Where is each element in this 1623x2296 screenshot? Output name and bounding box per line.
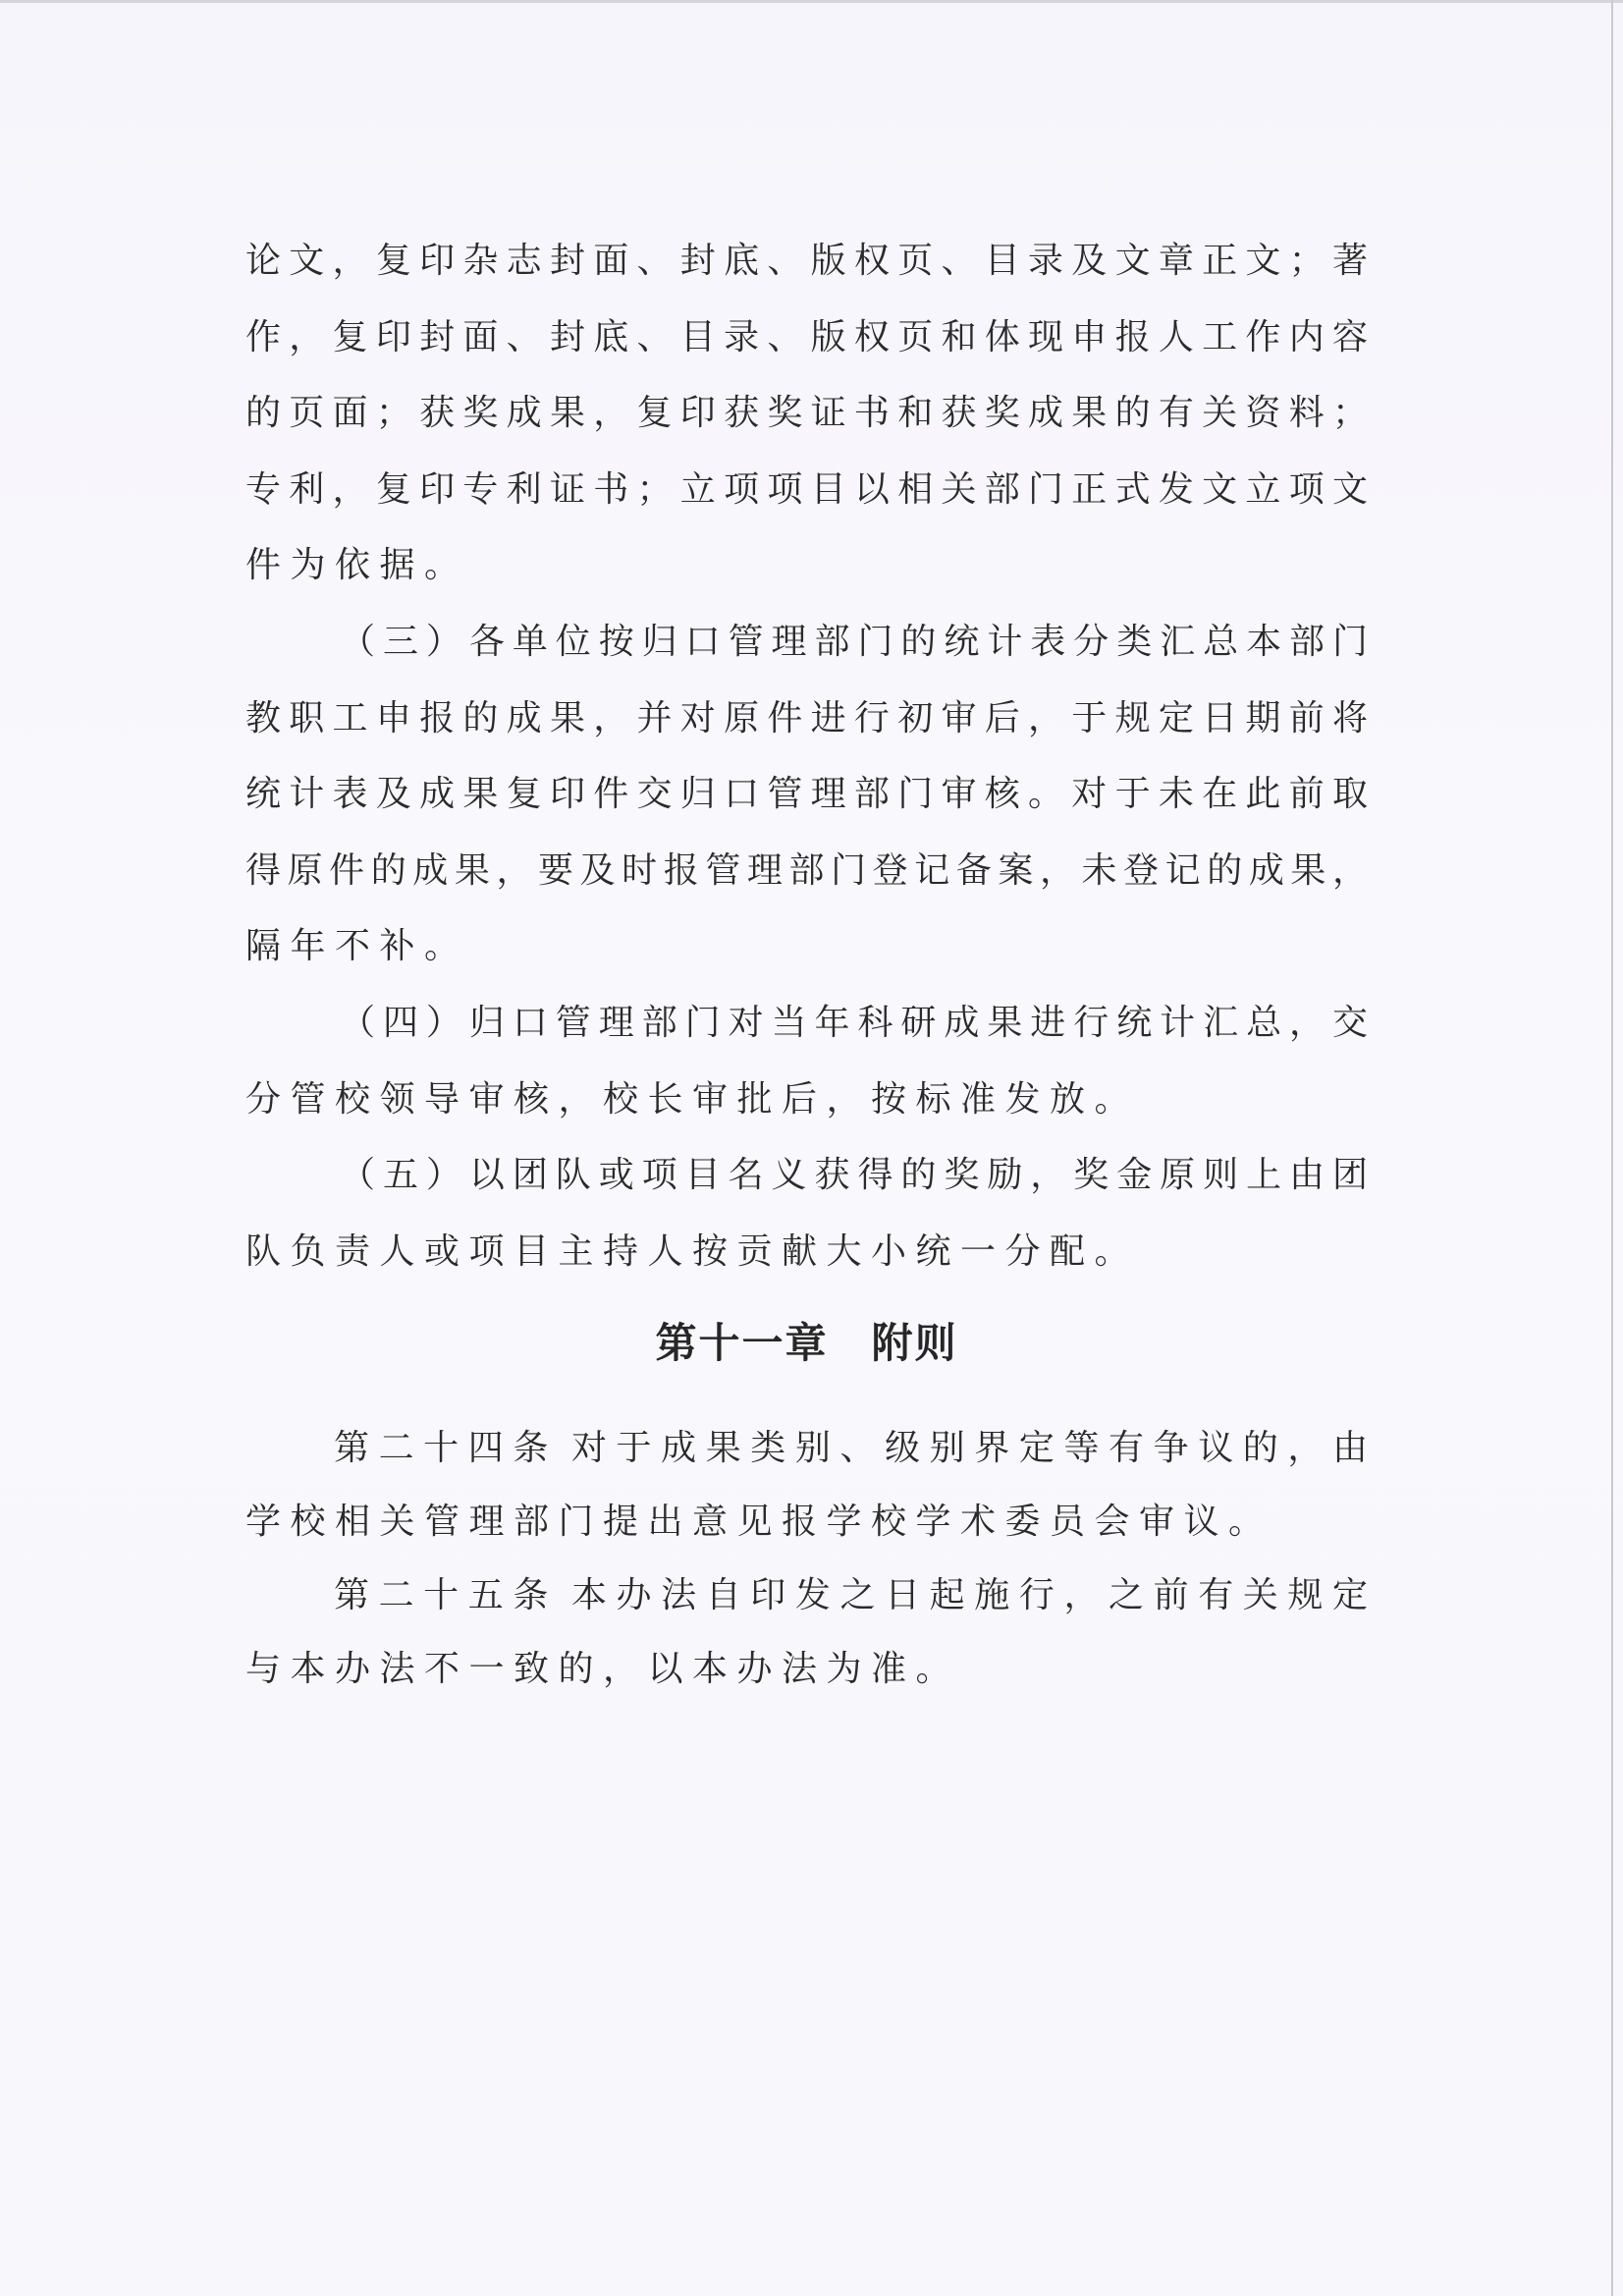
paragraph-line: 件为依据。 xyxy=(245,545,469,586)
article-line: 学校相关管理部门提出意见报学校学术委员会审议。 xyxy=(245,1502,1273,1543)
article-text: 对于成果类别、级别界定等有争议的，由 xyxy=(570,1428,1368,1469)
article-first-line xyxy=(245,1558,1368,1632)
document-body xyxy=(245,223,1368,1706)
article xyxy=(245,1558,1368,1706)
paragraph-line: （四）归口管理部门对当年科研成果进行统计汇总，交 xyxy=(340,1002,1368,1043)
article-number: 第二十五条 xyxy=(334,1575,558,1616)
article-first-line xyxy=(245,1411,1368,1485)
paragraph-line: （五）以团队或项目名义获得的奖励，奖金原则上由团 xyxy=(340,1155,1368,1196)
chapter-heading: 第十一章 附则 xyxy=(655,1319,958,1368)
paragraph-line: 教职工申报的成果，并对原件进行初审后，于规定日期前将 xyxy=(245,697,1368,738)
paragraph xyxy=(245,985,1368,1137)
paragraph-line: 作，复印封面、封底、目录、版权页和体现申报人工作内容 xyxy=(245,316,1368,357)
scan-edge-top xyxy=(0,0,1623,3)
paragraph xyxy=(245,1137,1368,1289)
paragraph-line: （三）各单位按归口管理部门的统计表分类汇总本部门 xyxy=(340,621,1368,662)
article-text: 本办法自印发之日起施行，之前有关规定 xyxy=(570,1575,1368,1616)
paragraph-line: 得原件的成果，要及时报管理部门登记备案，未登记的成果， xyxy=(245,849,1368,891)
paragraph xyxy=(245,223,1368,604)
paragraph-line: 专利，复印专利证书；立项项目以相关部门正式发文立项文 xyxy=(245,468,1368,510)
paragraph-line: 论文，复印杂志封面、封底、版权页、目录及文章正文；著 xyxy=(245,241,1368,281)
article-line: 与本办法不一致的，以本办法为准。 xyxy=(245,1649,961,1690)
article xyxy=(245,1411,1368,1558)
paragraph-line: 的页面；获奖成果，复印获奖证书和获奖成果的有关资料； xyxy=(245,393,1368,434)
scan-edge-right xyxy=(1611,0,1613,2296)
paragraph-line: 统计表及成果复印件交归口管理部门审核。对于未在此前取 xyxy=(245,774,1368,815)
paragraph-line: 隔年不补。 xyxy=(245,926,469,967)
paragraph-line: 队负责人或项目主持人按贡献大小统一分配。 xyxy=(245,1230,1140,1272)
paragraph-line: 分管校领导审核，校长审批后，按标准发放。 xyxy=(245,1078,1140,1120)
article-number: 第二十四条 xyxy=(334,1428,558,1469)
paragraph xyxy=(245,604,1368,985)
articles xyxy=(245,1411,1368,1706)
